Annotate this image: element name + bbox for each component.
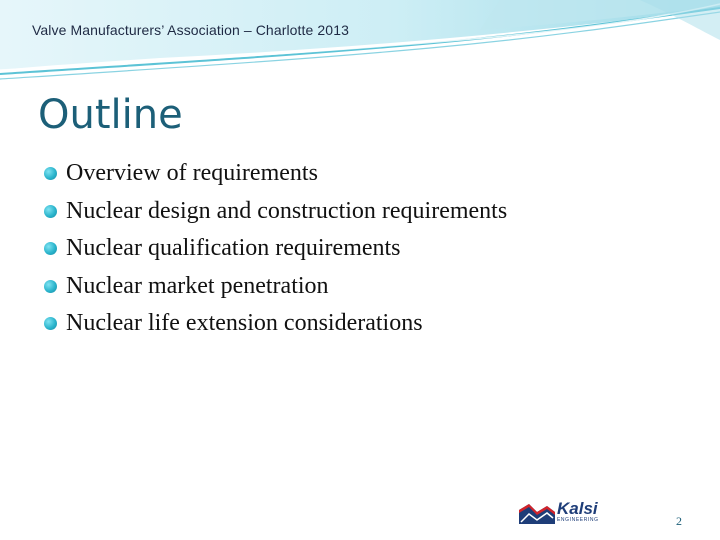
bullet-list [44,156,507,344]
bullet-dot-icon [44,317,57,330]
kalsi-logo-mark-icon [519,502,555,524]
bullet-text: Nuclear market penetration [66,272,329,299]
bullet-item [44,156,507,194]
logo-subtitle: ENGINEERING [557,517,599,523]
page-number: 2 [676,514,682,528]
bullet-item [44,194,507,232]
kalsi-logo [519,499,615,524]
bullet-text: Nuclear qualification requirements [66,235,401,261]
bullet-dot-icon [44,205,57,218]
bullet-dot-icon [44,280,57,293]
slide-title: Outline [38,92,183,138]
bullet-text: Nuclear design and construction requirements [66,197,508,224]
bullet-dot-icon [44,242,57,255]
bullet-item [44,231,507,269]
bullet-item [44,306,507,344]
header-text: Valve Manufacturers’ Association – Charlotte 2013 [32,22,349,38]
bullet-text: Nuclear life extension considerations [66,310,423,336]
bullet-dot-icon [44,167,57,180]
logo-wordmark: Kalsi [557,499,598,518]
header-wave-decoration [0,0,720,85]
bullet-item [44,269,507,307]
bullet-text: Overview of requirements [66,160,318,186]
